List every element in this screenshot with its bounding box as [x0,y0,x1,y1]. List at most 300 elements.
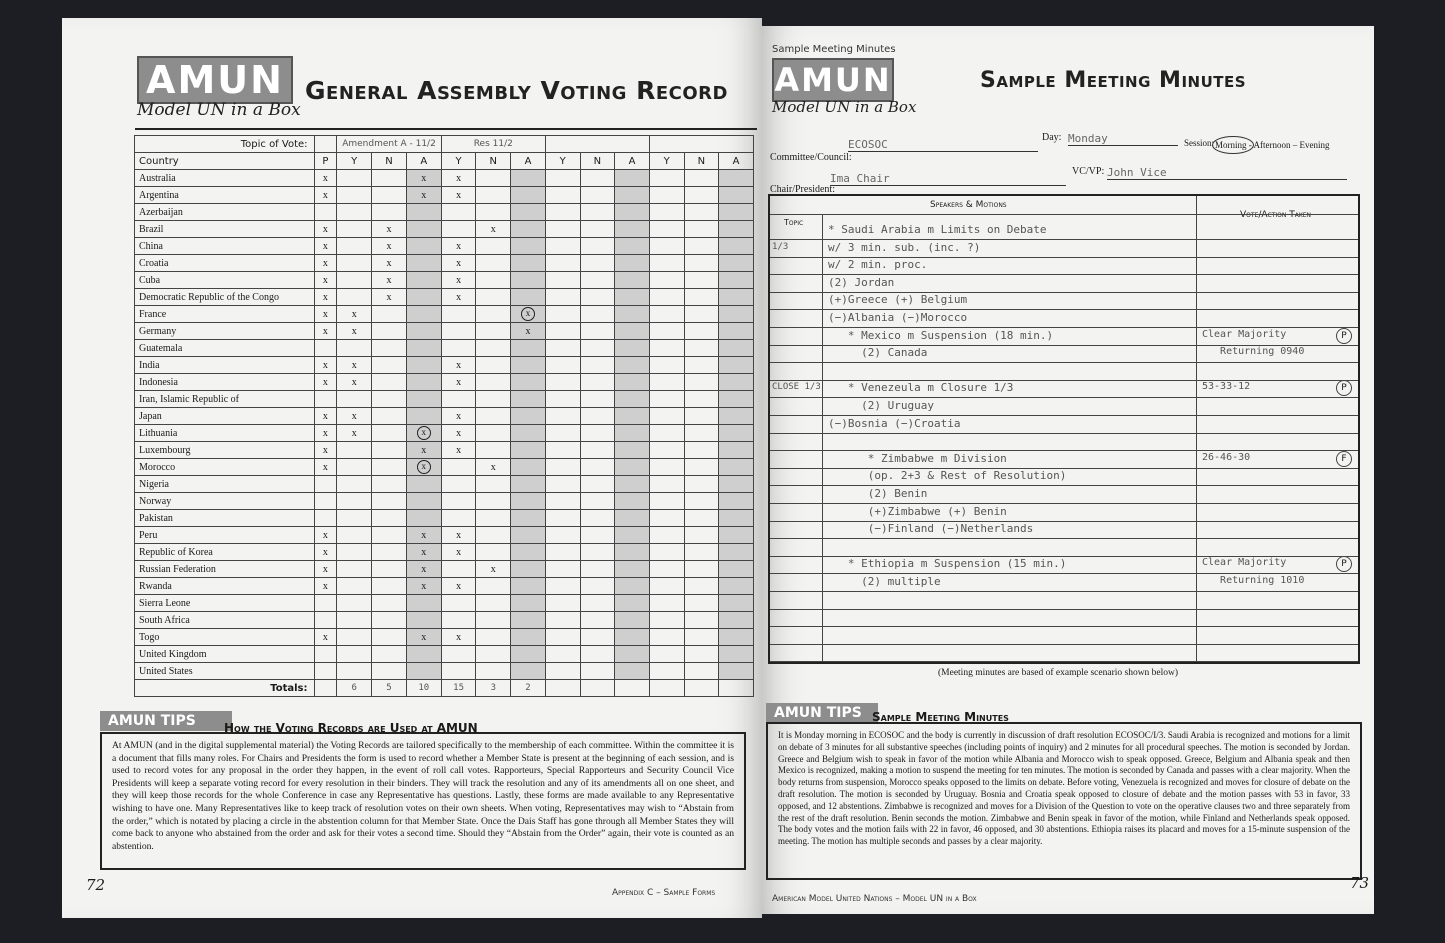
vote-cell[interactable] [476,357,511,374]
vote-cell[interactable] [476,374,511,391]
vote-cell[interactable]: x [441,527,476,544]
vote-cell[interactable] [719,238,754,255]
vote-cell[interactable]: x [406,578,441,595]
vote-cell[interactable] [580,306,615,323]
vote-cell[interactable]: x [441,357,476,374]
vote-cell[interactable] [476,629,511,646]
vote-cell[interactable] [719,442,754,459]
vote-cell[interactable] [684,238,719,255]
vote-cell[interactable]: x [511,323,546,340]
vote-cell[interactable] [649,561,684,578]
present-cell[interactable] [314,340,337,357]
vote-cell[interactable] [580,323,615,340]
vote-cell[interactable] [580,544,615,561]
vote-cell[interactable] [684,170,719,187]
vote-cell[interactable] [372,578,407,595]
vote-cell[interactable] [684,646,719,663]
vote-cell[interactable] [615,340,650,357]
vote-cell[interactable] [580,561,615,578]
vote-cell[interactable] [545,357,580,374]
vote-cell[interactable] [684,408,719,425]
vote-cell[interactable] [580,595,615,612]
vote-cell[interactable] [372,629,407,646]
vote-cell[interactable] [580,374,615,391]
vote-cell[interactable] [580,255,615,272]
vote-cell[interactable] [545,272,580,289]
vote-cell[interactable] [441,459,476,476]
vote-cell[interactable] [511,663,546,680]
vote-cell[interactable] [615,289,650,306]
vote-cell[interactable] [580,646,615,663]
vote-cell[interactable] [719,170,754,187]
vote-cell[interactable] [441,221,476,238]
vote-cell[interactable]: x [441,238,476,255]
vote-cell[interactable] [545,629,580,646]
vote-cell[interactable] [684,323,719,340]
vote-cell[interactable]: x [441,187,476,204]
vote-cell[interactable] [511,595,546,612]
vote-cell[interactable] [719,595,754,612]
vote-cell[interactable] [476,391,511,408]
vote-cell[interactable] [372,187,407,204]
vote-cell[interactable] [615,476,650,493]
vote-cell[interactable] [337,663,372,680]
vote-cell[interactable]: x [337,425,372,442]
vote-cell[interactable] [615,357,650,374]
vote-cell[interactable] [719,646,754,663]
vote-cell[interactable] [615,374,650,391]
vote-cell[interactable] [649,544,684,561]
vote-cell[interactable] [615,272,650,289]
vote-cell[interactable] [580,170,615,187]
vote-cell[interactable] [649,289,684,306]
vote-cell[interactable] [719,459,754,476]
vote-cell[interactable] [337,238,372,255]
vote-cell[interactable] [545,221,580,238]
vote-cell[interactable] [545,646,580,663]
present-cell[interactable]: x [314,238,337,255]
vote-cell[interactable]: x [337,374,372,391]
vote-cell[interactable]: x [372,238,407,255]
present-cell[interactable]: x [314,306,337,323]
vote-cell[interactable] [441,476,476,493]
vote-cell[interactable] [372,493,407,510]
vote-cell[interactable] [580,493,615,510]
vote-cell[interactable] [441,323,476,340]
vote-cell[interactable] [545,255,580,272]
vote-cell[interactable] [545,544,580,561]
vote-cell[interactable] [337,629,372,646]
vote-cell[interactable] [511,493,546,510]
vote-cell[interactable] [372,646,407,663]
vote-cell[interactable] [372,340,407,357]
vote-cell[interactable] [649,595,684,612]
vote-cell[interactable]: x [441,408,476,425]
vote-cell[interactable] [649,340,684,357]
vote-cell[interactable] [719,340,754,357]
vote-cell[interactable] [615,408,650,425]
vote-cell[interactable] [406,493,441,510]
vote-cell[interactable]: x [476,459,511,476]
vote-cell[interactable] [684,289,719,306]
present-cell[interactable] [314,663,337,680]
vote-cell[interactable] [649,629,684,646]
vote-cell[interactable] [372,544,407,561]
vote-cell[interactable] [337,170,372,187]
vote-cell[interactable] [615,629,650,646]
vote-cell[interactable] [511,646,546,663]
vote-cell[interactable] [406,374,441,391]
vote-cell[interactable] [719,323,754,340]
present-cell[interactable] [314,493,337,510]
vote-cell[interactable] [580,238,615,255]
vote-cell[interactable] [545,663,580,680]
present-cell[interactable]: x [314,527,337,544]
vote-cell[interactable] [441,646,476,663]
vote-cell[interactable] [476,238,511,255]
vote-cell[interactable] [337,578,372,595]
vote-cell[interactable]: x [406,527,441,544]
vote-cell[interactable]: x [372,272,407,289]
vote-cell[interactable] [337,204,372,221]
vote-cell[interactable]: x [441,578,476,595]
present-cell[interactable] [314,595,337,612]
vote-cell[interactable] [511,578,546,595]
vote-cell[interactable] [511,374,546,391]
vote-cell[interactable] [372,612,407,629]
vote-cell[interactable] [545,289,580,306]
chair-field[interactable]: Ima Chair [830,172,1066,186]
vote-cell[interactable] [684,255,719,272]
vote-cell[interactable]: x [406,544,441,561]
vote-cell[interactable] [615,255,650,272]
vote-cell[interactable] [337,272,372,289]
vote-cell[interactable] [580,408,615,425]
vote-cell[interactable] [649,663,684,680]
vote-cell[interactable] [684,357,719,374]
vote-cell[interactable] [511,221,546,238]
vote-cell[interactable] [719,255,754,272]
vote-cell[interactable] [406,340,441,357]
vote-cell[interactable]: x [441,374,476,391]
vote-cell[interactable]: x [406,442,441,459]
vote-cell[interactable] [337,510,372,527]
vote-cell[interactable] [372,425,407,442]
vote-cell[interactable] [615,595,650,612]
vote-cell[interactable] [615,646,650,663]
vote-cell[interactable] [372,442,407,459]
vote-cell[interactable] [719,408,754,425]
vote-cell[interactable] [545,595,580,612]
vote-cell[interactable]: x [476,221,511,238]
vote-cell[interactable] [511,561,546,578]
vote-cell[interactable] [615,170,650,187]
vote-cell[interactable] [337,442,372,459]
present-cell[interactable]: x [314,442,337,459]
vote-cell[interactable] [719,578,754,595]
vote-cell[interactable] [684,527,719,544]
vote-cell[interactable] [511,612,546,629]
present-cell[interactable]: x [314,408,337,425]
vote-cell[interactable] [545,340,580,357]
vote-cell[interactable]: x [441,272,476,289]
vote-cell[interactable] [545,510,580,527]
vote-cell[interactable] [719,561,754,578]
vote-cell[interactable] [476,544,511,561]
vote-cell[interactable] [406,408,441,425]
vote-cell[interactable] [511,391,546,408]
vote-cell[interactable] [649,493,684,510]
vote-cell[interactable] [545,187,580,204]
vote-cell[interactable] [684,306,719,323]
present-cell[interactable]: x [314,357,337,374]
vote-cell[interactable]: x [337,323,372,340]
committee-field[interactable]: ECOSOC [848,138,1038,152]
vote-cell[interactable] [649,612,684,629]
present-cell[interactable]: x [314,170,337,187]
vote-cell[interactable] [372,170,407,187]
present-cell[interactable]: x [314,221,337,238]
vote-cell[interactable] [441,663,476,680]
present-cell[interactable] [314,612,337,629]
vote-cell[interactable] [580,629,615,646]
vote-cell[interactable] [615,493,650,510]
vote-cell[interactable] [580,476,615,493]
vote-cell[interactable] [476,170,511,187]
present-cell[interactable]: x [314,629,337,646]
vote-cell[interactable] [719,629,754,646]
vote-cell[interactable] [476,323,511,340]
vote-cell[interactable] [337,527,372,544]
vote-cell[interactable] [649,238,684,255]
vote-cell[interactable] [476,255,511,272]
vote-cell[interactable]: x [337,357,372,374]
vote-cell[interactable] [511,170,546,187]
vote-cell[interactable] [372,663,407,680]
vote-cell[interactable] [476,442,511,459]
vote-cell[interactable] [649,510,684,527]
vote-cell[interactable] [719,544,754,561]
vote-cell[interactable] [337,476,372,493]
vote-cell[interactable] [719,374,754,391]
vote-cell[interactable] [337,221,372,238]
vote-cell[interactable] [441,561,476,578]
vote-cell[interactable] [511,204,546,221]
vote-cell[interactable] [476,493,511,510]
vote-cell[interactable]: x [441,255,476,272]
vote-cell[interactable] [615,323,650,340]
vote-cell[interactable] [545,527,580,544]
vote-cell[interactable] [511,510,546,527]
vote-cell[interactable] [719,391,754,408]
vote-cell[interactable] [441,306,476,323]
vote-cell[interactable] [615,510,650,527]
vote-cell[interactable] [719,272,754,289]
vote-cell[interactable] [441,391,476,408]
present-cell[interactable] [314,476,337,493]
vote-cell[interactable] [615,527,650,544]
vote-cell[interactable] [684,578,719,595]
vote-cell[interactable] [719,527,754,544]
vote-cell[interactable] [511,187,546,204]
vote-cell[interactable] [476,289,511,306]
vote-cell[interactable] [719,510,754,527]
vote-cell[interactable] [476,595,511,612]
vote-cell[interactable] [372,476,407,493]
vote-cell[interactable] [545,391,580,408]
vote-cell[interactable] [545,578,580,595]
vote-cell[interactable] [545,374,580,391]
vote-cell[interactable] [615,204,650,221]
vote-cell[interactable] [337,187,372,204]
vote-cell[interactable] [684,629,719,646]
vote-cell[interactable] [476,476,511,493]
vote-cell[interactable] [511,357,546,374]
vote-cell[interactable] [511,272,546,289]
vote-cell[interactable] [406,221,441,238]
vote-cell[interactable] [476,612,511,629]
vote-cell[interactable] [684,459,719,476]
vote-cell[interactable] [406,323,441,340]
vote-cell[interactable] [545,170,580,187]
vote-cell[interactable] [615,578,650,595]
vote-cell[interactable]: x [476,561,511,578]
vote-cell[interactable] [337,289,372,306]
vote-cell[interactable] [649,374,684,391]
vote-cell[interactable] [406,357,441,374]
vote-cell[interactable] [580,459,615,476]
vote-cell[interactable] [406,289,441,306]
vote-cell[interactable]: x [406,561,441,578]
vote-cell[interactable] [511,289,546,306]
vote-cell[interactable] [719,306,754,323]
vote-cell[interactable] [649,306,684,323]
vote-cell[interactable] [406,476,441,493]
vote-cell[interactable] [511,527,546,544]
vote-cell[interactable] [684,374,719,391]
present-cell[interactable]: x [314,323,337,340]
vote-cell[interactable] [684,204,719,221]
vote-cell[interactable] [511,238,546,255]
vote-cell[interactable] [406,612,441,629]
vote-cell[interactable] [580,425,615,442]
vote-cell[interactable] [649,204,684,221]
vote-cell[interactable] [406,425,441,442]
vote-cell[interactable] [580,442,615,459]
vote-cell[interactable] [580,578,615,595]
vote-cell[interactable] [580,527,615,544]
vote-cell[interactable] [476,425,511,442]
vote-cell[interactable] [580,204,615,221]
vote-cell[interactable] [441,204,476,221]
vote-cell[interactable] [545,408,580,425]
present-cell[interactable]: x [314,544,337,561]
vote-cell[interactable] [476,204,511,221]
vote-cell[interactable] [615,391,650,408]
vote-cell[interactable] [684,476,719,493]
vote-cell[interactable]: x [441,629,476,646]
vote-cell[interactable] [684,663,719,680]
vote-cell[interactable] [337,544,372,561]
vote-cell[interactable] [649,255,684,272]
vote-cell[interactable] [545,612,580,629]
vote-cell[interactable] [615,663,650,680]
vote-cell[interactable]: x [372,221,407,238]
vote-cell[interactable] [649,578,684,595]
vote-cell[interactable] [580,357,615,374]
vote-cell[interactable] [441,612,476,629]
vote-cell[interactable] [580,391,615,408]
vote-cell[interactable]: x [441,442,476,459]
vote-cell[interactable] [372,391,407,408]
vote-cell[interactable] [615,612,650,629]
present-cell[interactable]: x [314,187,337,204]
vote-cell[interactable] [545,493,580,510]
vote-cell[interactable] [476,646,511,663]
vote-cell[interactable] [545,323,580,340]
vote-cell[interactable] [615,544,650,561]
vote-cell[interactable] [649,357,684,374]
vote-cell[interactable] [476,510,511,527]
vote-cell[interactable] [372,561,407,578]
vote-cell[interactable] [337,612,372,629]
present-cell[interactable] [314,646,337,663]
vote-cell[interactable] [719,289,754,306]
vote-cell[interactable] [580,289,615,306]
vote-cell[interactable] [372,306,407,323]
present-cell[interactable]: x [314,578,337,595]
vote-cell[interactable] [545,561,580,578]
vote-cell[interactable]: x [372,255,407,272]
vote-cell[interactable] [372,374,407,391]
vote-cell[interactable] [684,595,719,612]
vote-cell[interactable] [337,255,372,272]
vote-cell[interactable] [649,527,684,544]
vote-cell[interactable] [649,408,684,425]
vote-cell[interactable] [476,527,511,544]
vote-cell[interactable] [406,255,441,272]
vote-cell[interactable] [684,272,719,289]
vote-cell[interactable] [441,493,476,510]
vote-cell[interactable] [580,510,615,527]
vote-cell[interactable] [649,646,684,663]
vote-cell[interactable] [511,340,546,357]
vc-field[interactable]: John Vice [1107,166,1347,180]
vote-cell[interactable] [719,476,754,493]
vote-cell[interactable] [684,544,719,561]
vote-cell[interactable] [545,442,580,459]
present-cell[interactable]: x [314,255,337,272]
vote-cell[interactable] [615,306,650,323]
vote-cell[interactable] [615,187,650,204]
vote-cell[interactable] [684,187,719,204]
vote-cell[interactable] [615,561,650,578]
vote-cell[interactable] [545,238,580,255]
vote-cell[interactable] [511,442,546,459]
vote-cell[interactable] [476,578,511,595]
vote-cell[interactable] [511,425,546,442]
vote-cell[interactable] [476,663,511,680]
present-cell[interactable]: x [314,459,337,476]
vote-cell[interactable] [580,221,615,238]
vote-cell[interactable] [615,221,650,238]
vote-cell[interactable] [406,646,441,663]
vote-cell[interactable] [649,272,684,289]
vote-cell[interactable]: x [337,306,372,323]
vote-cell[interactable] [719,221,754,238]
vote-cell[interactable] [372,527,407,544]
vote-cell[interactable]: x [406,629,441,646]
